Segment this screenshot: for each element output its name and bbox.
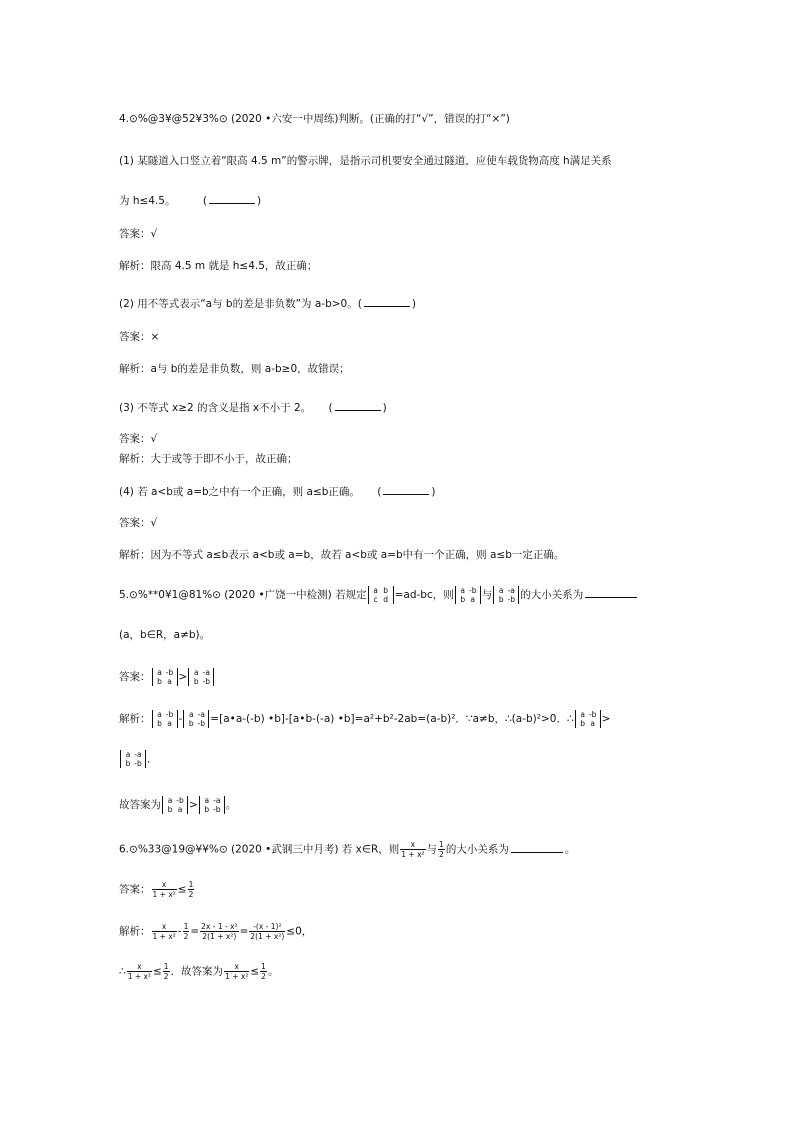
- q4-p4-line: [119, 485, 435, 499]
- det-cell: a: [194, 668, 199, 677]
- frac-den: 1 + x²: [152, 932, 176, 941]
- det-cell: b: [580, 719, 586, 728]
- gt-sign: >: [601, 713, 611, 725]
- det-cell: -b: [213, 805, 221, 814]
- fraction-half: [188, 880, 195, 899]
- frac-den: 2: [183, 932, 189, 941]
- fraction-x: [127, 962, 152, 981]
- det-cell: a: [188, 710, 194, 719]
- frac-num: 1: [188, 880, 194, 889]
- analysis-end: ≤0，: [286, 925, 313, 938]
- det-cell: -a: [202, 668, 210, 677]
- q6-conclusion: [119, 962, 278, 981]
- q6-header-post: 的大小关系为: [445, 843, 509, 856]
- conclusion-end: 。: [225, 799, 237, 811]
- det-cell: c: [373, 595, 378, 604]
- frac-num: 2x - 1 - x²: [201, 922, 238, 931]
- frac-num: x: [152, 880, 177, 890]
- q4-p3-text: (3) 不等式 x≥2 的含义是指 x不小于 2。: [119, 402, 312, 414]
- determinant-a: [162, 796, 188, 814]
- det-cell: a: [204, 796, 210, 805]
- determinant-a: [575, 710, 601, 728]
- frac-den: 1 + x²: [152, 890, 176, 899]
- q4-p2-line: [119, 297, 416, 311]
- analysis-text: =[a•a-(-b) •b]-[a•b-(-a) •b]=a²+b²-2ab=(a-b)²．∵a≠b，∴(a-b)²>0．∴: [210, 713, 574, 725]
- q6-header-mid: 与: [426, 843, 438, 856]
- eq-sign: =: [190, 925, 200, 938]
- q4-p1-line1: (1) 某隧道入口竖立着“限高 4.5 m”的警示牌，是指示司机要安全通过隧道，应使车载货物高度 h满足关系: [119, 155, 612, 167]
- q4-p3-line: [119, 401, 387, 415]
- det-cell: a: [590, 719, 595, 728]
- det-cell: -b: [165, 668, 174, 677]
- determinant-a: [455, 586, 481, 604]
- q5-header-mid: =ad-bc，则: [394, 589, 454, 601]
- le-sign: ≤: [177, 883, 187, 896]
- q5-condition: (a，b∈R，a≠b)。: [119, 629, 211, 641]
- q4-p2-text: (2) 用不等式表示“a与 b的差是非负数”为 a-b>0。: [119, 298, 358, 310]
- frac-num: -(x - 1)²: [249, 922, 285, 932]
- q5-header: [119, 586, 639, 604]
- gt-sign: >: [189, 799, 198, 811]
- det-cell: a: [167, 719, 172, 728]
- frac-num: 1: [183, 922, 189, 931]
- det-cell: b: [188, 719, 194, 728]
- det-cell: a: [373, 586, 378, 595]
- q5-header-post: 的大小关系为: [520, 589, 584, 601]
- det-cell: a: [177, 805, 183, 814]
- frac-num: x: [400, 840, 425, 850]
- det-cell: a: [157, 710, 162, 719]
- fraction-x: [224, 962, 249, 981]
- frac-den: 2(1 + x²): [250, 932, 285, 941]
- q4-header: 4.⊙%@3¥@52¥3%⊙ (2020 •六安一中周练)判断。(正确的打“√”，错误的打“×”): [119, 113, 510, 125]
- frac-num: 1: [439, 840, 444, 849]
- q4-p3-answer: 答案：√: [119, 433, 158, 445]
- determinant: [368, 586, 394, 604]
- q5-answer: [119, 668, 215, 686]
- q5-analysis-cont: [119, 750, 158, 768]
- answer-label: 答案：: [119, 883, 151, 896]
- q4-p1-answer: 答案：√: [119, 228, 158, 240]
- eq-sign: =: [239, 925, 249, 938]
- q5-header-mid2: 与: [481, 589, 493, 601]
- det-cell: a: [125, 750, 131, 759]
- det-cell: -a: [134, 750, 142, 759]
- det-cell: b: [167, 805, 173, 814]
- q4-p4-analysis: 解析：因为不等式 a≤b表示 a<b或 a=b，故若 a<b或 a=b中有一个正确，则 a≤b一定正确。: [119, 549, 565, 561]
- fraction-half: [438, 840, 445, 859]
- gt-sign: >: [178, 671, 188, 683]
- frac-num: x: [224, 962, 249, 972]
- analysis-end: ．: [147, 753, 158, 765]
- fraction-x: [400, 840, 425, 859]
- answer-blank[interactable]: [209, 194, 255, 204]
- determinant-a: [152, 710, 178, 728]
- minus-sign: -: [177, 925, 182, 938]
- therefore-sign: ∴: [119, 965, 126, 978]
- det-cell: -b: [197, 719, 206, 728]
- frac-den: 1 + x²: [127, 972, 151, 981]
- det-cell: b: [498, 595, 504, 604]
- frac-den: 1 + x²: [225, 972, 249, 981]
- paren-open: (: [202, 195, 207, 207]
- q6-header: [119, 840, 575, 859]
- det-cell: b: [157, 677, 162, 686]
- frac-den: 2: [163, 972, 169, 981]
- paren-open: (: [377, 486, 382, 498]
- det-cell: -a: [213, 796, 221, 805]
- det-cell: b: [125, 759, 131, 768]
- le-sign: ≤: [250, 965, 260, 978]
- det-cell: -b: [165, 710, 174, 719]
- determinant-b: [493, 586, 519, 604]
- frac-num: x: [127, 962, 152, 972]
- q5-header-pre: 5.⊙%**0¥1@81%⊙ (2020 •广饶一中检测) 若规定: [119, 589, 367, 601]
- q5-analysis: [119, 710, 610, 728]
- frac-num: 1: [261, 962, 266, 971]
- det-cell: a: [470, 595, 476, 604]
- answer-blank[interactable]: [364, 297, 410, 307]
- paren-open: (: [328, 402, 333, 414]
- det-cell: a: [167, 796, 173, 805]
- fraction-step1: [200, 922, 238, 941]
- q4-p1-text: 为 h≤4.5。: [119, 195, 176, 207]
- q4-p4-text: (4) 若 a<b或 a=b之中有一个正确，则 a≤b正确。: [119, 486, 360, 498]
- fraction-step2: [249, 922, 285, 941]
- conclusion-label: 故答案为: [119, 799, 161, 811]
- frac-den: 2(1 + x²): [202, 932, 237, 941]
- det-cell: b: [157, 719, 162, 728]
- conclusion-mid: ．故答案为: [170, 965, 224, 978]
- q4-p1-analysis: 解析：限高 4.5 m 就是 h≤4.5，故正确；: [119, 260, 318, 272]
- fraction-half: [163, 962, 170, 981]
- det-cell: b: [193, 677, 199, 686]
- determinant-a: [152, 668, 178, 686]
- q4-p2-answer: 答案：×: [119, 331, 160, 343]
- paren-open: (: [357, 298, 362, 310]
- q6-analysis: [119, 922, 312, 941]
- det-cell: a: [157, 668, 162, 677]
- answer-blank[interactable]: [511, 843, 563, 853]
- answer-label: 答案：: [119, 671, 151, 683]
- analysis-label: 解析：: [119, 713, 151, 725]
- frac-den: 2: [188, 890, 194, 899]
- q6-answer: [119, 880, 195, 899]
- paren-close: ): [382, 402, 387, 414]
- det-cell: a: [580, 710, 585, 719]
- conclusion-end: 。: [267, 965, 279, 978]
- det-cell: b: [204, 805, 210, 814]
- q4-p4-answer: 答案：√: [119, 517, 158, 529]
- det-cell: -a: [507, 586, 515, 595]
- det-cell: -b: [588, 710, 597, 719]
- fraction-x: [152, 880, 177, 899]
- q5-conclusion: [119, 796, 236, 814]
- det-cell: -b: [202, 677, 211, 686]
- frac-den: 2: [261, 972, 266, 981]
- q4-p3-analysis: 解析：大于或等于即不小于，故正确；: [119, 453, 298, 465]
- paren-close: ): [256, 195, 262, 207]
- q4-p2-analysis: 解析：a与 b的差是非负数，则 a-b≥0，故错误；: [119, 363, 350, 375]
- analysis-label: 解析：: [119, 925, 151, 938]
- det-cell: -b: [507, 595, 515, 604]
- minus-sign: -: [178, 713, 183, 725]
- determinant-b: [199, 796, 225, 814]
- det-cell: a: [498, 586, 504, 595]
- fraction-x: [152, 922, 177, 941]
- le-sign: ≤: [152, 965, 162, 978]
- q4-p1-line2: [119, 194, 261, 208]
- answer-blank[interactable]: [585, 588, 637, 598]
- q6-header-pre: 6.⊙%33@19@¥¥%⊙ (2020 •武钢三中月考) 若 x∈R，则: [119, 843, 400, 856]
- fraction-half: [260, 962, 267, 981]
- det-cell: -b: [468, 586, 477, 595]
- fraction-half: [183, 922, 190, 941]
- det-cell: b: [460, 595, 466, 604]
- frac-num: x: [152, 922, 177, 932]
- determinant-b: [120, 750, 146, 768]
- det-cell: -b: [134, 759, 142, 768]
- paren-close: ): [411, 298, 416, 310]
- det-cell: b: [383, 586, 388, 595]
- frac-den: 2: [439, 850, 444, 859]
- paren-close: ): [431, 486, 436, 498]
- determinant-b: [188, 668, 214, 686]
- frac-num: 1: [163, 962, 169, 971]
- determinant-b: [183, 710, 209, 728]
- answer-blank[interactable]: [335, 401, 381, 411]
- q6-header-end: 。: [564, 843, 576, 856]
- det-cell: -b: [176, 796, 184, 805]
- det-cell: a: [460, 586, 466, 595]
- det-cell: -a: [197, 710, 205, 719]
- frac-den: 1 + x²: [401, 850, 425, 859]
- det-cell: a: [167, 677, 172, 686]
- answer-blank[interactable]: [383, 485, 429, 495]
- det-cell: d: [383, 595, 388, 604]
